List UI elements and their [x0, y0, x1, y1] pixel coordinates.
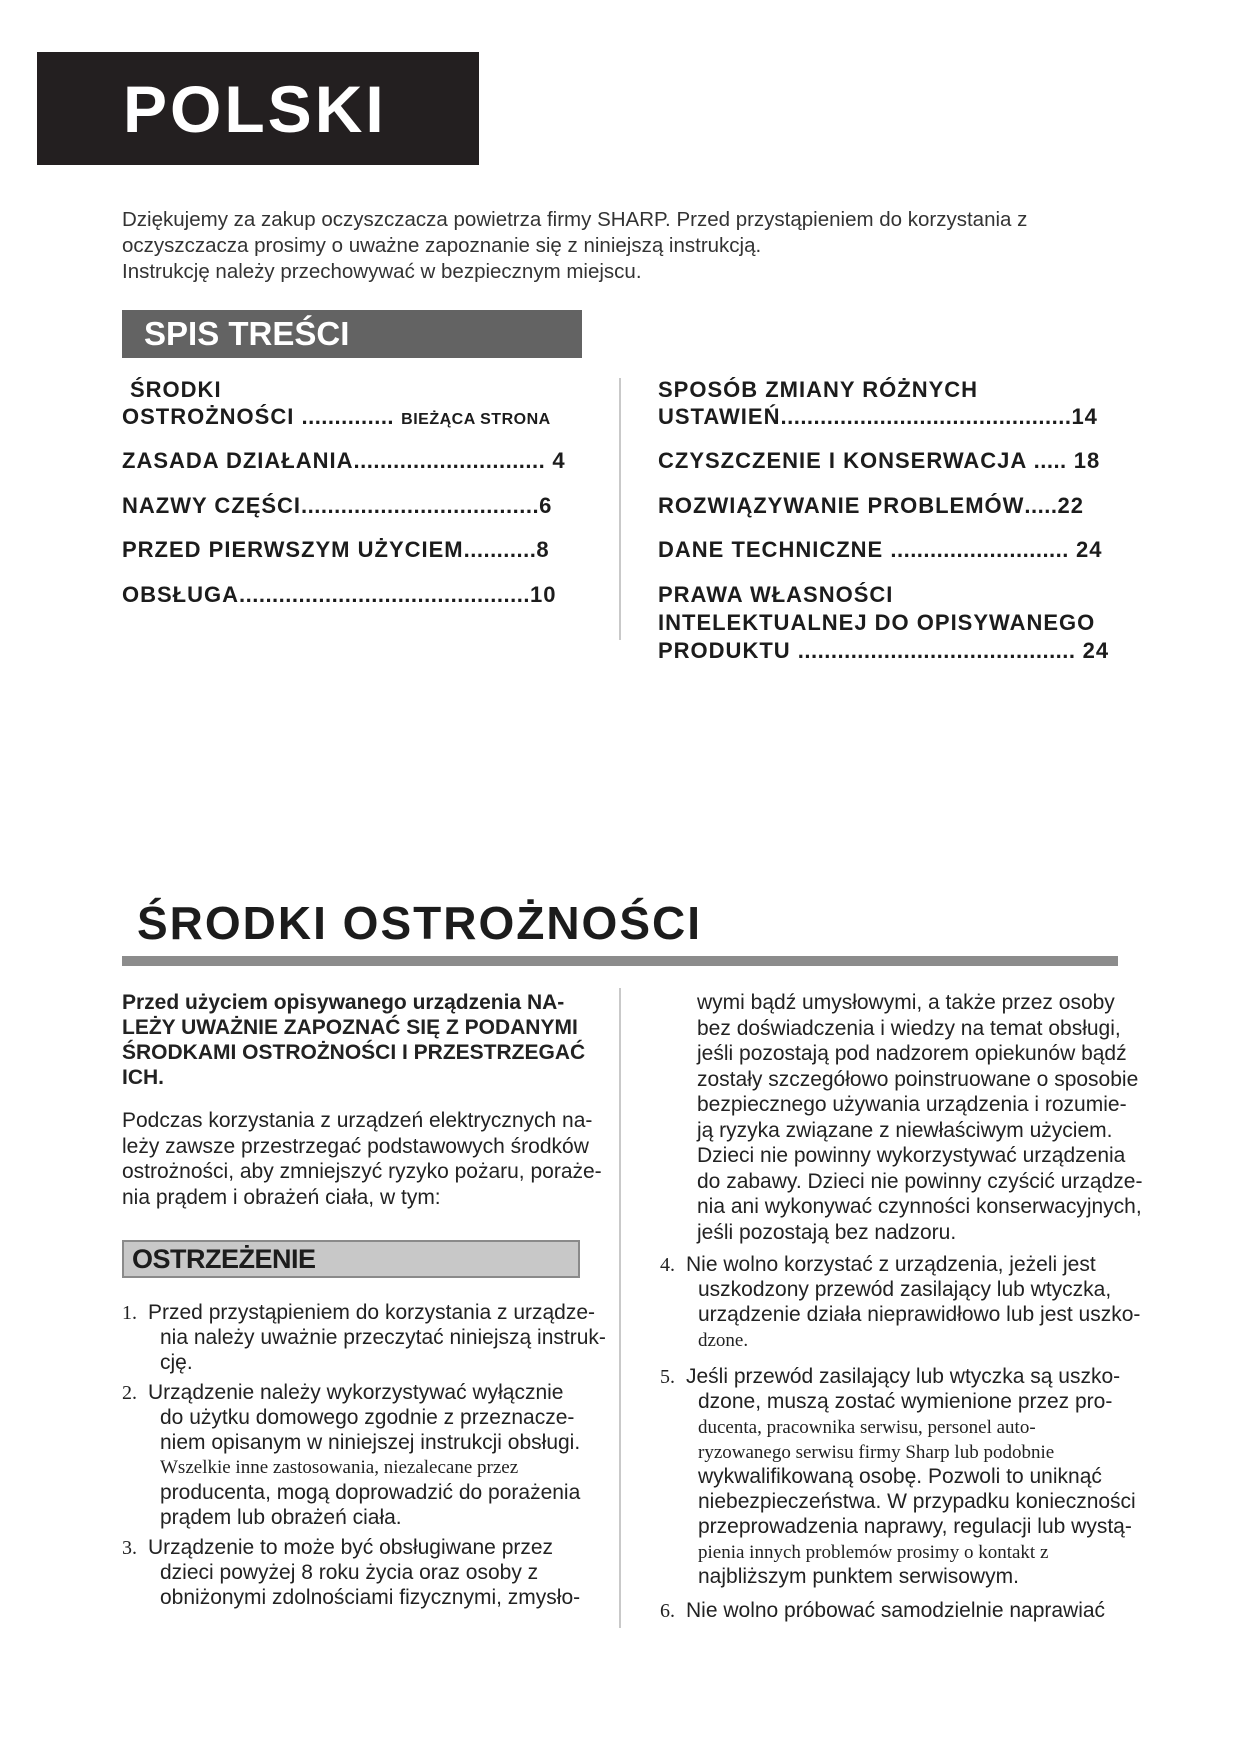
toc-entry-page: 6	[539, 493, 553, 518]
list-item-line: Jeśli przewód zasilający lub wtyczka są uszko-	[686, 1365, 1121, 1388]
toc-entry-label: DANE TECHNICZNE	[658, 537, 884, 562]
continuation-line: bezpiecznego używania urządzenia i rozumie-	[697, 1093, 1127, 1116]
continuation-line: Dzieci nie powinny wykorzystywać urządzenia	[697, 1144, 1126, 1167]
continuation-line: bez doświadczenia i wiedzy na temat obsługi,	[697, 1016, 1121, 1040]
list-item-line: ryzowanego serwisu firmy Sharp lub podobnie	[698, 1442, 1055, 1463]
list-item	[122, 1380, 602, 1535]
list-item-line: niem opisanym w niniejszej instrukcji obsługi.	[160, 1431, 581, 1454]
toc-entry-page: 24	[1082, 638, 1110, 663]
toc-entry-page: 24	[1076, 537, 1103, 562]
list-item	[660, 1598, 1140, 1628]
toc-entry-label: USTAWIEŃ	[658, 404, 781, 429]
toc-entry-settings[interactable]	[658, 403, 1098, 431]
list-item-number: 5.	[660, 1366, 675, 1388]
lead-line: Podczas korzystania z urządzeń elektrycznych na-	[122, 1109, 593, 1132]
warning-title: OSTRZEŻENIE	[132, 1244, 316, 1274]
section-rule	[122, 956, 1118, 966]
continuation-line: zostały szczegółowo poinstruowane o sposobie	[697, 1067, 1139, 1091]
toc-entry-page: 22	[1057, 493, 1084, 518]
toc-entry-dots: ...........................	[890, 537, 1069, 562]
lead-line: ostrożności, aby zmniejszyć ryzyko pożaru, poraże-	[122, 1160, 602, 1183]
toc-entry-label: PRZED PIERWSZYM UŻYCIEM	[122, 537, 464, 562]
toc-entry-page: 10	[529, 582, 557, 607]
list-item-line: pienia innych problemów prosimy o kontakt z	[698, 1542, 1049, 1563]
list-item	[122, 1535, 602, 1615]
toc-entry-operating-principle[interactable]	[122, 447, 566, 475]
list-item-line: przeprowadzenia naprawy, regulacji lub wystą-	[698, 1515, 1132, 1538]
list-item-line: Nie wolno korzystać z urządzenia, jeżeli jest	[686, 1253, 1096, 1276]
toc-entry-dots: .............................	[353, 448, 546, 473]
toc-entry-label: NAZWY CZĘŚCI	[122, 493, 302, 518]
list-item-line: Nie wolno próbować samodzielnie naprawiać	[686, 1599, 1106, 1622]
list-item-line: nia należy uważnie przeczytać niniejszą instruk-	[160, 1326, 606, 1349]
list-item	[660, 1252, 1140, 1357]
lead-paragraph	[122, 1108, 602, 1210]
toc-entry-dots: ..............	[301, 404, 395, 429]
toc-entry-ip-rights-line2: INTELEKTUALNEJ DO OPISYWANEGO	[658, 610, 1096, 635]
continuation-line: wymi bądź umysłowymi, a także przez osoby	[697, 991, 1115, 1014]
lead-bold-paragraph	[122, 990, 585, 1090]
toc-entry-page: 8	[536, 537, 550, 562]
toc-entry-page: 18	[1073, 448, 1101, 473]
toc-entry-label: ZASADA DZIAŁANIA	[122, 448, 354, 473]
intro-line: oczyszczacza prosimy o uważne zapoznanie się z niniejszą instrukcją.	[122, 234, 762, 257]
list-item-number: 1.	[122, 1302, 137, 1324]
list-item-line: wykwalifikowaną osobę. Pozwoli to uniknąć	[698, 1465, 1102, 1488]
list-item-line: do użytku domowego zgodnie z przeznacze-	[160, 1406, 575, 1429]
list-item-line: dzone, muszą zostać wymienione przez pro-	[698, 1390, 1113, 1413]
list-item-line: Urządzenie należy wykorzystywać wyłącznie	[148, 1381, 564, 1404]
toc-entry-page: BIEŻĄCA STRONA	[401, 411, 551, 428]
list-item-line: Przed przystąpieniem do korzystania z urządze-	[148, 1301, 596, 1324]
intro-line: Instrukcję należy przechowywać w bezpiecznym miejscu.	[122, 260, 642, 283]
list-item-line: dzieci powyżej 8 roku życia oraz osoby z	[160, 1561, 539, 1584]
item-3-continuation	[697, 990, 1142, 1245]
toc-entry-label: CZYSZCZENIE I KONSERWACJA	[658, 448, 1027, 473]
toc-entry-before-first-use[interactable]	[122, 536, 550, 564]
toc-entry-operation[interactable]	[122, 581, 556, 609]
list-item-line: Urządzenie to może być obsługiwane przez	[148, 1536, 554, 1559]
toc-entry-cleaning[interactable]	[658, 447, 1100, 475]
toc-entry-dots: ............................................	[780, 404, 1072, 429]
list-item-line: cję.	[160, 1351, 193, 1374]
toc-entry-dots: .....	[1024, 493, 1058, 518]
continuation-line: ją ryzyka związane z niewłaściwym użyciem.	[697, 1118, 1113, 1142]
toc-entry-part-names[interactable]	[122, 492, 552, 520]
toc-entry-page: 4	[552, 448, 566, 473]
list-item-number: 4.	[660, 1254, 675, 1276]
list-item-number: 3.	[122, 1537, 137, 1559]
body-column-divider	[619, 988, 621, 1628]
toc-entry-troubleshooting[interactable]	[658, 492, 1084, 520]
toc-entry-label: PRODUKTU	[658, 638, 791, 663]
toc-entry-dots: .....	[1033, 448, 1067, 473]
toc-entry-precautions[interactable]	[122, 403, 551, 434]
list-item-line: obniżonymi zdolnościami fizycznymi, zmysło-	[160, 1586, 581, 1609]
lead-line: leży zawsze przestrzegać podstawowych środków	[122, 1134, 589, 1158]
toc-entry-precautions-line1: ŚRODKI	[130, 377, 222, 402]
toc-entry-ip-rights-line1: PRAWA WŁASNOŚCI	[658, 582, 894, 607]
toc-entry-label: ROZWIĄZYWANIE PROBLEMÓW	[658, 493, 1025, 518]
list-item-line: dzone.	[698, 1330, 749, 1351]
toc-column-divider	[619, 378, 621, 640]
list-item-line: najbliższym punktem serwisowym.	[698, 1565, 1019, 1588]
toc-entry-ip-rights[interactable]	[658, 637, 1109, 665]
toc-entry-page: 14	[1071, 404, 1098, 429]
toc-entry-dots: ...........	[463, 537, 537, 562]
toc-entry-settings-line1: SPOSÓB ZMIANY RÓŻNYCH	[658, 377, 979, 402]
continuation-line: jeśli pozostają pod nadzorem opiekunów bądź	[697, 1042, 1127, 1065]
list-item-line: urządzenie działa nieprawidłowo lub jest uszko-	[698, 1303, 1141, 1326]
section-title: ŚRODKI OSTROŻNOŚCI	[137, 897, 703, 949]
lead-bold-line: LEŻY UWAŻNIE ZAPOZNAĆ SIĘ Z PODANYMI	[122, 1016, 578, 1039]
intro-paragraph	[122, 207, 1122, 285]
continuation-line: jeśli pozostają bez nadzoru.	[697, 1220, 957, 1244]
toc-entry-dots: ............................................	[239, 582, 530, 607]
intro-line: Dziękujemy za zakup oczyszczacza powietrza firmy SHARP. Przed przystąpieniem do korzystania z	[122, 208, 1028, 231]
list-item-line: Wszelkie inne zastosowania, niezalecane przez	[160, 1457, 519, 1478]
list-item	[660, 1364, 1140, 1594]
lead-bold-line: Przed użyciem opisywanego urządzenia NA-	[122, 991, 565, 1014]
list-item-line: niebezpieczeństwa. W przypadku konieczności	[698, 1490, 1136, 1513]
continuation-line: nia ani wykonywać czynności konserwacyjnych,	[697, 1195, 1142, 1218]
lead-line: nia prądem i obrażeń ciała, w tym:	[122, 1185, 441, 1209]
list-item-number: 6.	[660, 1600, 675, 1622]
toc-title: SPIS TREŚCI	[144, 315, 350, 352]
toc-entry-dots: ....................................	[301, 493, 540, 518]
toc-entry-label: OSTROŻNOŚCI	[122, 404, 295, 429]
list-item-line: producenta, mogą doprowadzić do porażenia	[160, 1481, 581, 1504]
language-title: POLSKI	[123, 72, 387, 146]
list-item-number: 2.	[122, 1382, 137, 1404]
list-item-line: uszkodzony przewód zasilający lub wtyczka,	[698, 1278, 1112, 1301]
toc-entry-specifications[interactable]	[658, 536, 1103, 564]
continuation-line: do zabawy. Dzieci nie powinny czyścić urządze-	[697, 1169, 1143, 1193]
lead-bold-line: ICH.	[122, 1066, 164, 1089]
list-item-line: prądem lub obrażeń ciała.	[160, 1506, 402, 1529]
list-item	[122, 1300, 606, 1380]
list-item-line: ducenta, pracownika serwisu, personel auto-	[698, 1417, 1036, 1438]
toc-entry-label: OBSŁUGA	[122, 582, 239, 607]
lead-bold-line: ŚRODKAMI OSTROŻNOŚCI I PRZESTRZEGAĆ	[122, 1041, 586, 1064]
toc-entry-dots: ..........................................	[797, 638, 1076, 663]
